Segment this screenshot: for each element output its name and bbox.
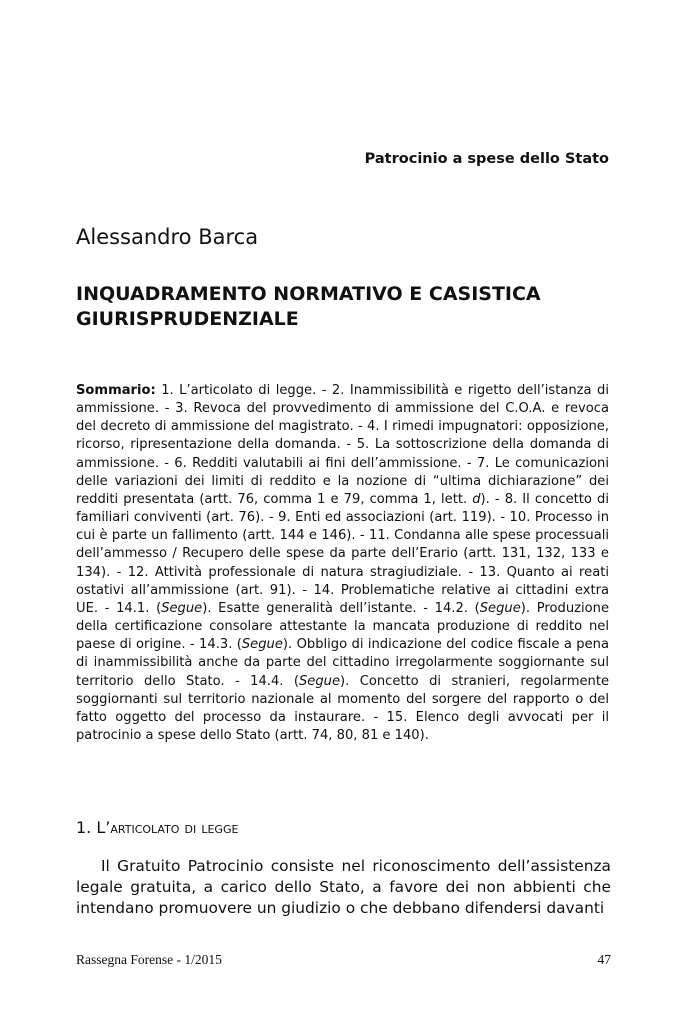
author-name: Alessandro Barca	[76, 225, 259, 249]
summary-emphasis-4: Segue	[241, 637, 283, 653]
summary-abstract	[76, 382, 609, 745]
summary-text-2: ). - 8. Il concetto di familiari conviventi (art. 76). - 9. Enti ed associazioni (art. 119). - 10. Processo in cui è parte un fallimento (artt. 144 e 146). - 11. Condanna alle spese processuali dell’ammesso / Recupero delle spese da parte dell’Erario (artt. 131, 132, 133 e 134). - 12. Attività professionale di natura stragiudiziale. - 13. Quanto ai reati ostativi all’ammissione (art. 91). - 14. Problematiche relative ai cittadini extra UE. - 14.1. (	[76, 491, 609, 616]
summary-text-6: ). Concetto di stranieri, regolarmente soggiornanti sul territorio nazionale al momento del sorgere del rapporto o del fatto oggetto del processo da instaurare. - 15. Elenco degli avvocati per il patrocinio a spese dello Stato (artt. 74, 80, 81 e 140).	[76, 673, 610, 743]
footer-page-number: 47	[597, 952, 611, 967]
article-title	[76, 282, 616, 332]
summary-text-5: ). Obbligo di indicazione del codice fiscale a pena di inammissibilità anche da parte del cittadino irregolarmente soggiornante sul territorio dello Stato. - 14.4. (	[76, 637, 609, 689]
article-title-line-2: GIURISPRUDENZIALE	[76, 308, 299, 330]
summary-text-3: ). Esatte generalità dell’istante. - 14.2. (	[202, 600, 480, 616]
section-title: articolato di legge	[110, 818, 239, 837]
footer-journal: Rassegna Forense - 1/2015	[76, 952, 222, 967]
body-paragraph: Il Gratuito Patrocinio consiste nel riconoscimento dell’assistenza legale gratuita, a carico dello Stato, a favore dei non abbienti che intendano promuovere un giudizio o che debbano difendersi davanti	[76, 857, 611, 917]
section-number: 1. L’	[76, 818, 111, 837]
summary-emphasis-2: Segue	[161, 600, 203, 616]
article-title-line-1: INQUADRAMENTO NORMATIVO E CASISTICA	[76, 283, 541, 305]
summary-text-1: 1. L’articolato di legge. - 2. Inammissibilità e rigetto dell’istanza di ammissione. - 3. Revoca del provvedimento di ammissione del C.O.A. e revoca del decreto di ammissione del magistrato. - 4. I rimedi impugnatori: opposizione, ricorso, ripresentazione della domanda. - 5. La sottoscrizione della domanda di ammissione. - 6. Redditi valutabili ai fini dell’ammissione. - 7. Le comunicazioni delle variazioni dei limiti di reddito e la nozione di “ultima dichiarazione” dei redditi presentata (artt. 76, comma 1 e 79, comma 1, lett.	[76, 383, 609, 507]
section-heading	[76, 818, 238, 837]
summary-emphasis-5: Segue	[298, 673, 341, 689]
summary-emphasis-1: d	[472, 491, 481, 507]
summary-label: Sommario:	[76, 383, 156, 398]
running-head: Patrocinio a spese dello Stato	[364, 151, 609, 167]
summary-emphasis-3: Segue	[479, 600, 521, 616]
summary-text-4: ). Produzione della certificazione consolare attestante la mancata produzione di reddito nel paese di origine. - 14.3. (	[76, 600, 609, 653]
